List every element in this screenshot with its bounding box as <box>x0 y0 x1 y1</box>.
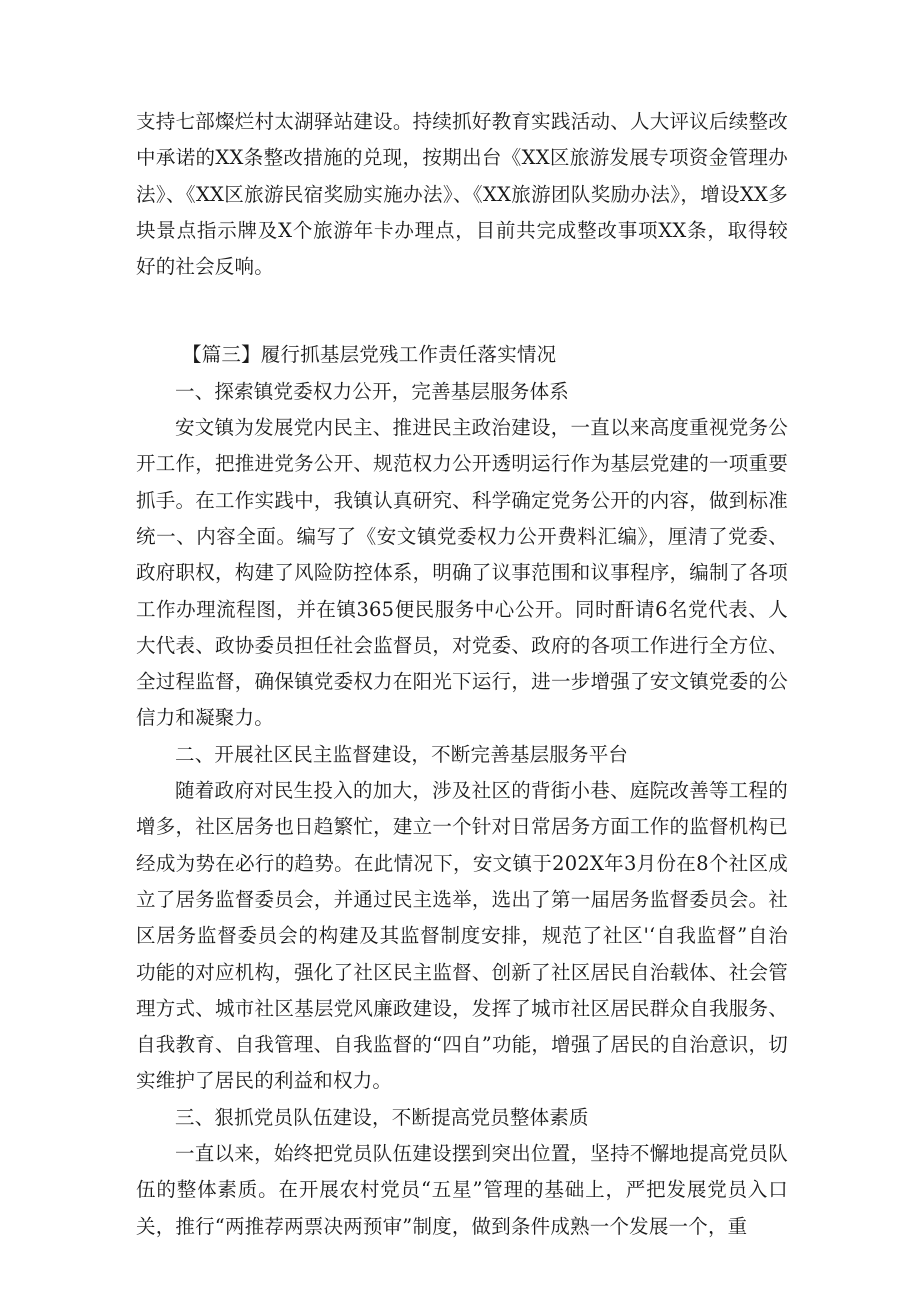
intro-paragraph: 支持七部燦烂村太湖驿站建设。持续抓好教育实践活动、人大评议后续整改中承诺的XX条整改措施的兑现，按期出台《XX区旅游发展专项资金管理办法》、《XX区旅游民宿奖励实施办法》、《XX旅游团队奖励办法》，增设XX多块景点指示牌及X个旅游年卡办理点，目前共完成整改事项XX条，取得较好的社会反响。 <box>136 110 788 279</box>
document-page <box>136 104 788 1245</box>
section-2-body: 随着政府对民生投入的加大，涉及社区的背街小巷、庭院改善等工程的增多，社区居务也日趋繁忙，建立一个针对日常居务方面工作的监督机构已经成为势在必行的趋势。在此情况下，安文镇于202X年3月份在8个社区成立了居务监督委员会，并通过民主选举，选出了第一届居务监督委员会。社区居务监督委员会的构建及其监督制度安排，规范了社区'‘自我监督”自治功能的对应机构，强化了社区民主监督、创新了社区居民自治载体、社会管理方式、城市社区基层党风廉政建设，发挥了城市社区居民群众自我服务、自我教育、自我管理、自我监督的“四自”功能，增强了居民的自治意识，切实维护了居民的利益和权力。 <box>136 779 788 1093</box>
section-3-body: 一直以来，始终把党员队伍建设摆到突出位置，坚持不懈地提高党员队伍的整体素质。在开展农村党员“五星”管理的基础上，严把发展党员入口关，推行“两推荐两票决两预审”制度，做到条件成熟一个发展一个，重 <box>136 1142 788 1238</box>
section-1-body: 安文镇为发展党内民主、推进民主政治建设，一直以来高度重视党务公开工作，把推进党务公开、规范权力公开透明运行作为基层党建的一项重要抓手。在工作实践中，我镇认真研究、科学确定党务公开的内容，做到标准统一、内容全面。编写了《安文镇党委权力公开费料汇编》，厘清了党委、政府职权，构建了风险防控体系，明确了议事范围和议事程序，编制了各项工作办理流程图，并在镇365便民服务中心公开。同时酐请6名党代表、人大代表、政协委员担任社会监督员，对党委、政府的各项工作进行全方位、全过程监督，确保镇党委权力在阳光下运行，进一步增强了安文镇党委的公信力和凝聚力。 <box>136 416 788 730</box>
section-1-heading: 一、探索镇党委权力公开，完善基层服务体系 <box>175 379 570 403</box>
section-3-heading: 三、狠抓党员队伍建设，不断提高党员整体素质 <box>175 1105 589 1129</box>
section-title: 【篇三】履行抓基层党残工作责任落实情况 <box>182 343 557 367</box>
section-2-heading: 二、开展社区民主监督建设，不断完善基层服务平台 <box>175 742 629 766</box>
